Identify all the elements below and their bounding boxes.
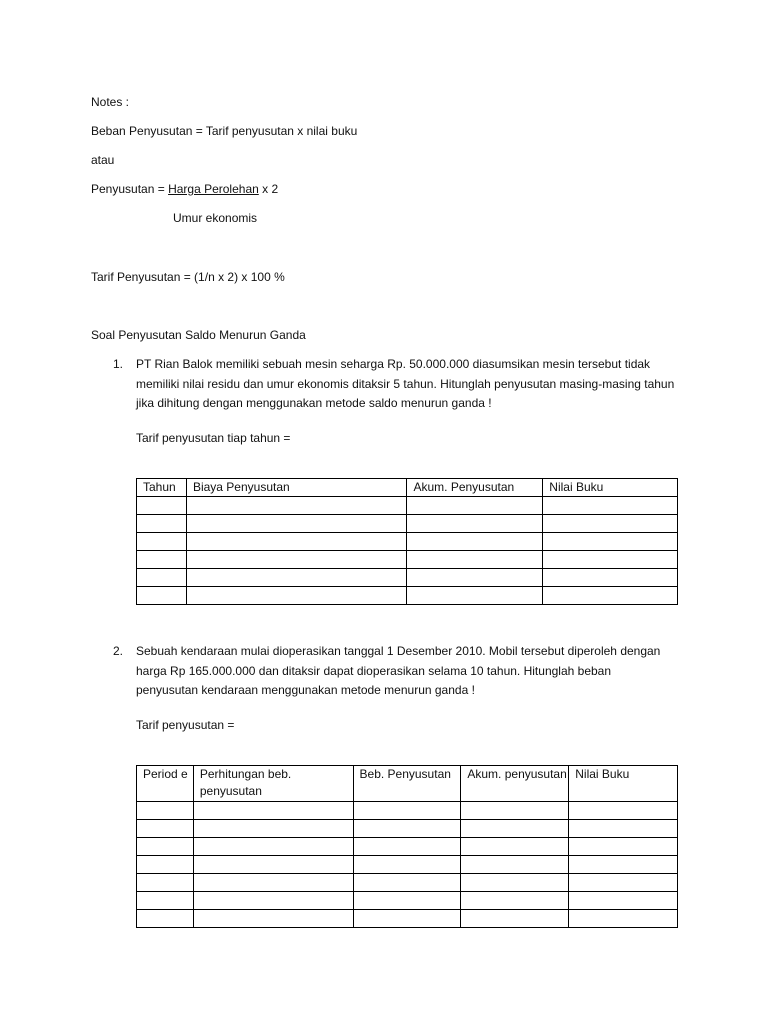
table-row xyxy=(137,587,678,605)
table-cell xyxy=(461,838,569,856)
table-cell xyxy=(569,910,678,928)
table-row xyxy=(137,856,678,874)
formula-suffix: x 2 xyxy=(258,182,279,196)
table-cell xyxy=(461,874,569,892)
header-periode: Period e xyxy=(137,766,194,802)
depreciation-table-1 xyxy=(136,478,678,605)
table-cell xyxy=(186,569,407,587)
problem2-rate-label: Tarif penyusutan = xyxy=(136,718,235,732)
table-cell xyxy=(137,874,194,892)
table-row xyxy=(137,892,678,910)
formula-prefix: Penyusutan = xyxy=(91,182,169,196)
header-nilai-buku: Nilai Buku xyxy=(569,766,678,802)
table-cell xyxy=(193,802,353,820)
table-cell xyxy=(407,515,543,533)
table-cell xyxy=(569,838,678,856)
table-cell xyxy=(461,856,569,874)
table-row xyxy=(137,910,678,928)
table-cell xyxy=(353,874,461,892)
problem2-text: Sebuah kendaraan mulai dioperasikan tanggal 1 Desember 2010. Mobil tersebut diperoleh dengan harga Rp 165.000.000 dan ditaksir dapat dioperasikan selama 10 tahun. Hitunglah beban penyusutan kendaraan menggunakan metode menurun ganda ! xyxy=(136,644,661,697)
table-cell xyxy=(186,515,407,533)
formula-denominator: Umur ekonomis xyxy=(173,211,258,225)
table-row xyxy=(137,533,678,551)
depreciation-table-2 xyxy=(136,765,678,928)
table-cell xyxy=(137,569,187,587)
header-akum-penyusutan: Akum. Penyusutan xyxy=(407,479,543,497)
problem1-text: PT Rian Balok memiliki sebuah mesin seharga Rp. 50.000.000 diasumsikan mesin tersebut tidak memiliki nilai residu dan umur ekonomis ditaksir 5 tahun. Hitunglah penyusutan masing-masing tahun jika dihitung dengan menggunakan metode saldo menurun ganda ! xyxy=(136,357,675,410)
table-cell xyxy=(353,802,461,820)
header-biaya-penyusutan: Biaya Penyusutan xyxy=(186,479,407,497)
table-row xyxy=(137,802,678,820)
table-cell xyxy=(137,802,194,820)
table-cell xyxy=(407,533,543,551)
table-cell xyxy=(137,820,194,838)
table-cell xyxy=(193,856,353,874)
header-nilai-buku: Nilai Buku xyxy=(543,479,678,497)
problem2-number: 2. xyxy=(113,644,124,658)
table-cell xyxy=(461,910,569,928)
section-title: Soal Penyusutan Saldo Menurun Ganda xyxy=(91,328,306,342)
table-row xyxy=(137,569,678,587)
notes-heading: Notes : xyxy=(91,95,130,109)
table-cell xyxy=(193,820,353,838)
table-row xyxy=(137,515,678,533)
table-cell xyxy=(193,910,353,928)
table-cell xyxy=(543,587,678,605)
formula-beban-penyusutan: Beban Penyusutan = Tarif penyusutan x nilai buku xyxy=(91,124,358,138)
table-row xyxy=(137,551,678,569)
table-cell xyxy=(407,497,543,515)
table-cell xyxy=(461,802,569,820)
table-cell xyxy=(137,515,187,533)
table-cell xyxy=(186,551,407,569)
or-text: atau xyxy=(91,153,115,167)
table-row xyxy=(137,820,678,838)
table-cell xyxy=(543,515,678,533)
table-cell xyxy=(137,910,194,928)
table-cell xyxy=(407,569,543,587)
table-cell xyxy=(461,892,569,910)
table-cell xyxy=(137,856,194,874)
header-beb-penyusutan: Beb. Penyusutan xyxy=(353,766,461,802)
table-cell xyxy=(353,910,461,928)
table-cell xyxy=(353,892,461,910)
table-cell xyxy=(569,802,678,820)
table-cell xyxy=(569,820,678,838)
table-cell xyxy=(193,874,353,892)
table-row xyxy=(137,497,678,515)
table-cell xyxy=(461,820,569,838)
header-akum-penyusutan: Akum. penyusutan xyxy=(461,766,569,802)
header-perhitungan-beb-penyusutan: Perhitungan beb. penyusutan xyxy=(193,766,353,802)
header-tahun: Tahun xyxy=(137,479,187,497)
table-cell xyxy=(137,587,187,605)
table-cell xyxy=(137,892,194,910)
table-cell xyxy=(407,587,543,605)
table-cell xyxy=(186,533,407,551)
table-cell xyxy=(193,892,353,910)
table-cell xyxy=(543,569,678,587)
table-cell xyxy=(407,551,543,569)
problem1-rate-label: Tarif penyusutan tiap tahun = xyxy=(136,431,291,445)
table-cell xyxy=(193,838,353,856)
table-cell xyxy=(137,838,194,856)
table-cell xyxy=(137,497,187,515)
table-cell xyxy=(353,856,461,874)
formula-tarif: Tarif Penyusutan = (1/n x 2) x 100 % xyxy=(91,270,285,284)
table-cell xyxy=(543,551,678,569)
table-cell xyxy=(186,587,407,605)
table-cell xyxy=(186,497,407,515)
table-cell xyxy=(543,497,678,515)
problem1-number: 1. xyxy=(113,357,124,371)
table-cell xyxy=(569,874,678,892)
table-cell xyxy=(353,820,461,838)
table-cell xyxy=(543,533,678,551)
table-cell xyxy=(353,838,461,856)
table-cell xyxy=(137,533,187,551)
table-cell xyxy=(569,856,678,874)
table-row xyxy=(137,874,678,892)
formula-penyusutan xyxy=(91,180,278,198)
table-cell xyxy=(137,551,187,569)
table-row xyxy=(137,838,678,856)
table-cell xyxy=(569,892,678,910)
formula-numerator: Harga Perolehan xyxy=(168,182,259,196)
